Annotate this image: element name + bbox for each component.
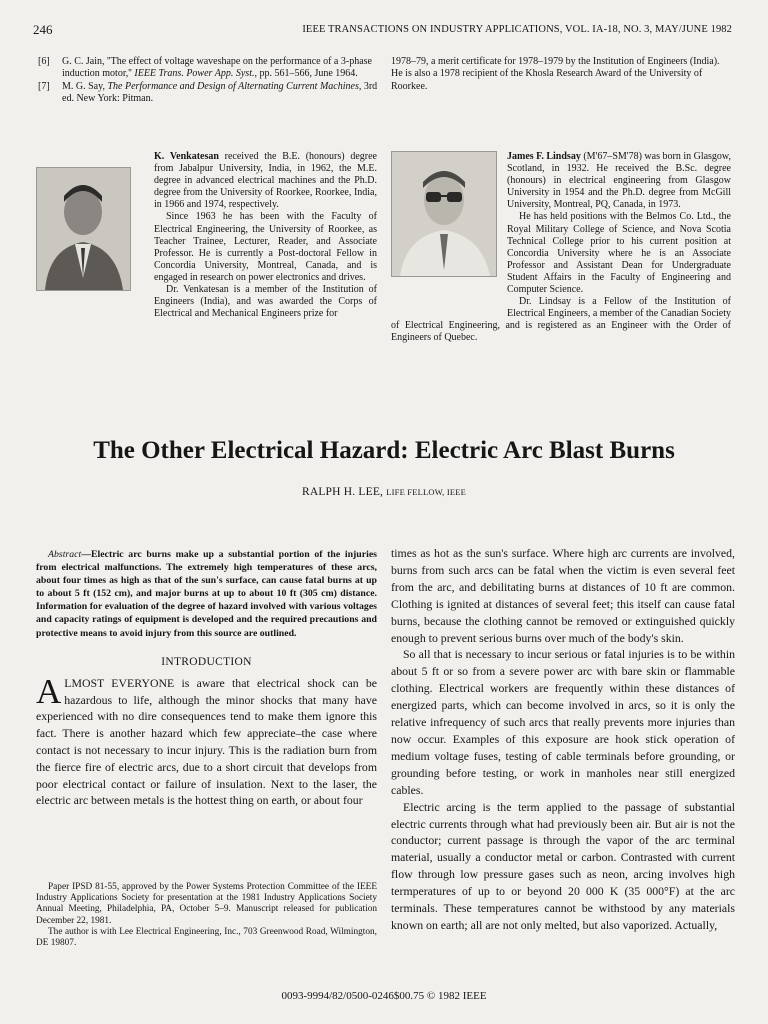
left-column	[36, 548, 377, 809]
abstract-text: —Electric arc burns make up a substantial portion of the injuries from electrical malfunctions. The extremely high temperatures of these arcs, about four times as high as that of the sun's surface, can cause fatal burns at up to about 5 ft (152 cm), and major burns at up to about 10 ft (305 cm) distance. Information for evaluation of the degree of hazard involved with various voltages and capacity ratings of equipment is developed and the required precautions and protective means to avoid injury from this source are outlined.	[36, 549, 377, 639]
reference-list	[38, 56, 381, 106]
author-bio-venkatesan	[36, 151, 377, 320]
right-column	[391, 545, 735, 934]
reference-authors: M. G. Say,	[62, 80, 108, 92]
reference-details: , pp. 561–566, June 1964.	[254, 68, 358, 80]
page-number: 246	[33, 22, 53, 37]
abstract-label: Abstract	[48, 549, 82, 560]
bio-text: received the B.E. (honours) degree from Jabalpur University, India, in 1962, the M.E. degree in advanced electrical machines and the Ph.D. degree from the University of Roorkee, Roorkee, India, in 1966 and 1974, respectively.	[154, 151, 377, 211]
footnote: Paper IPSD 81-55, approved by the Power Systems Protection Committee of the IEEE Industry Applications Society for presentation at the 1981 Industry Applications Society Annual Meeting, Philadelphia, PA, October 5–9. Manuscript released for publication December 22, 1981.	[36, 882, 377, 926]
reference-text	[62, 56, 381, 81]
reference-number: [7]	[38, 80, 50, 92]
author-name: RALPH H. LEE,	[301, 486, 387, 498]
author-photo	[391, 151, 497, 277]
drop-cap: A	[36, 671, 62, 711]
bio-paragraph: Since 1963 he has been with the Faculty of Electrical Engineering, the University of Roorkee, as Teacher Trainee, Lecturer, Reader, and Associate Professor. He is currently a Post-doctoral Fellow in Concordia University, Montreal, Canada, and is engaged in research on power electronics and drives.	[154, 211, 377, 283]
reference-authors: G. C. Jain, ''The effect of voltage waveshape on the performance of a 3-phase induction motor,''	[62, 56, 372, 80]
bio-photo-space	[36, 151, 154, 309]
body-paragraph: Electric arcing is the term applied to the passage of substantial electric currents through what had previously been air. But air is not the conductor; current passage is through the vapor of the arc terminal material, usually a conductor metal or carbon. Contrasted with current flow through low pressure gases such as neon, arcing involves high termperatures of up to or beyond 20 000 K (35 000°F) at the arc terminals. These temperatures cannot be withstood by any materials known on earth; all are not only melted, but also vaporized. Actually,	[391, 799, 735, 932]
bio-name: K. Venkatesan	[154, 151, 219, 162]
reference-source: The Performance and Design of Alternating Current Machines	[107, 80, 359, 92]
author-bio-lindsay	[391, 151, 731, 345]
bio-text: (M'67–SM'78) was born in Glasgow, Scotland, in 1932. He received the B.Sc. degree (honours) in electrical engineering from Glasgow University in 1954 and the Ph.D. degree from McGill University, Montreal, PQ, Canada, in 1973.	[507, 151, 731, 211]
reference-item	[38, 56, 381, 81]
copyright-footer: 0093-9994/82/0500-0246$00.75 © 1982 IEEE	[281, 990, 487, 1002]
journal-header: IEEE TRANSACTIONS ON INDUSTRY APPLICATIONS, VOL. IA-18, NO. 3, MAY/JUNE 1982	[302, 24, 732, 35]
bio-paragraph: He has held positions with the Belmos Co. Ltd., the Royal Military College of Science, and Nova Scotia Technical College prior to his current position at Concordia University where he is an Associate Professor and Assistant Dean for Undergraduate Student Affairs in the Faculty of Engineering and Computer Science.	[507, 211, 731, 296]
abstract	[36, 548, 377, 640]
body-paragraph: So all that is necessary to incur serious or fatal injuries is to be within about 5 ft or so from a severe power arc with bare skin or flammable clothing. Electrical workers are frequently within these distances of energized parts, which can become involved in arcs, so it is only the relative infrequency of such arcs that really prevents more injuries than now occur. Examples of this exposure are hook stick operation of medium voltage fuses, testing of cable terminals before grounding, or grounding before testing, or work in manholes near still energized cables.	[391, 647, 735, 797]
footnote: The author is with Lee Electrical Engineering, Inc., 703 Greenwood Road, Wilmington, DE 19807.	[36, 926, 377, 949]
intro-paragraph	[36, 671, 377, 809]
bio-photo-space	[391, 151, 507, 309]
footnotes	[36, 882, 377, 949]
bio-name: James F. Lindsay	[507, 151, 581, 162]
reference-text	[62, 81, 381, 106]
intro-text: LMOST EVERYONE is aware that electrical shock can be hazardous to life, although the minor shocks that many have experienced with no dire consequences tend to make them ignore this fact. There is another hazard which few appreciate–the case where contact is not necessary to incur injury. This is the radiation burn from the fierce fire of electric arcs, due to a short circuit that develops from poor electrical contact or failure of insulation. Next to the laser, the electric arc between metals is the hottest thing on earth, or about four	[36, 675, 377, 808]
article-author	[0, 486, 768, 498]
bio-paragraph: Dr. Lindsay is a Fellow of the Institution of Electrical Engineers, a member of the Canadian Society of Electrical Engineering, and is registered as an Engineer with the Order of Engineers of Quebec.	[391, 296, 731, 344]
reference-item	[38, 81, 381, 106]
author-status: LIFE FELLOW, IEEE	[386, 487, 467, 497]
portrait-icon	[37, 168, 130, 290]
reference-source: IEEE Trans. Power App. Syst.	[134, 68, 255, 80]
bio-continuation: 1978–79, a merit certificate for 1978–1979 by the Institution of Engineers (India). He is also a 1978 recipient of the Khosla Research Award of the University of Roorkee.	[391, 56, 720, 92]
article-title: The Other Electrical Hazard: Electric Arc Blast Burns	[93, 437, 675, 464]
author-photo	[36, 167, 131, 291]
bio-paragraph: Dr. Venkatesan is a member of the Institution of Engineers (India), and was awarded the Corps of Electrical and Mechanical Engineers prize for	[154, 284, 377, 320]
section-heading: INTRODUCTION	[161, 655, 252, 668]
portrait-icon	[392, 152, 496, 276]
body-paragraph: times as hot as the sun's surface. Where high arc currents are involved, burns from such arcs can be fatal when the victim is even several feet from the arc, and debilitating burns at distances of 10 ft are common. Clothing is ignited at distances of several feet; this itself can cause fatal burns, because the clothing cannot be removed or extinguished quickly enough to prevent serious burns over much of the body's skin.	[391, 546, 735, 645]
reference-details: , 3rd ed. New York: Pitman.	[62, 80, 378, 105]
reference-number: [6]	[38, 56, 50, 67]
